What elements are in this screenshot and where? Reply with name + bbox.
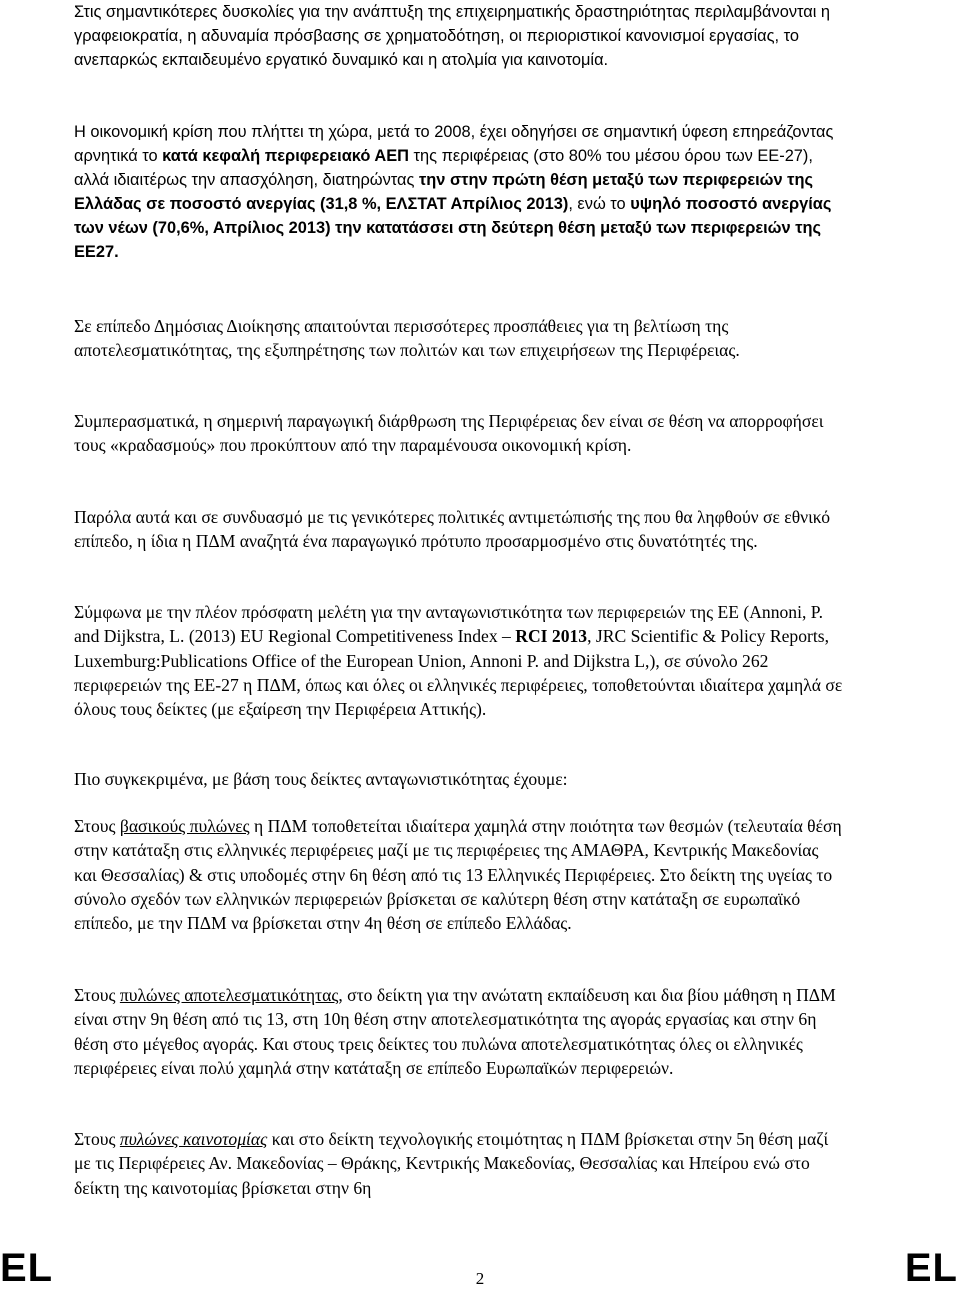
paragraph-conclusion: Συμπερασματικά, η σημερινή παραγωγική διάρθρωση της Περιφέρειας δεν είναι σε θέση να απορροφήσει τους «κραδασμούς» που προκύπτουν από την παραμένουσα οικονομική κρίση. [74, 411, 824, 456]
text-run: Στους [74, 1129, 120, 1149]
bold-text-run: RCI 2013 [515, 626, 588, 647]
text-run: , στο δείκτη για την ανώτατη εκπαίδευση και δια βίου μάθηση η ΠΔΜ είναι στην 9η θέση από τις 13, στη 10η θέση στην αποτελεσματικότητα της αγοράς εργασίας και στην 6η θέση στο μέγεθος αγοράς. Και στους τρεις δείκτες του πυλώνα αποτελεσματικότητας όλες οι ελληνικές περιφέρειες είναι πολύ χαμηλά στην κατάταξη σε επίπεδο Ευρωπαϊκών περιφερειών. [74, 985, 836, 1078]
text-run: , JRC Scientific & Policy Reports, Luxemburg:Publications Office of the European Union, Annoni P. and Dijkstra L,), σε σύνολο 262 περιφερειών της ΕΕ-27 η ΠΔΜ, όπως και όλες οι ελληνικές περιφέρειες, τοποθετούνται ιδιαίτερα χαμηλά σε όλους τους δείκτες (με εξαίρεση την Περιφέρεια Αττικής). [74, 626, 843, 720]
paragraph-competitiveness-study [74, 600, 844, 721]
text-run: , ενώ το [568, 195, 631, 214]
paragraph-indicators-intro: Πιο συγκεκριμένα, με βάση τους δείκτες ανταγωνιστικότητας έχουμε: [74, 769, 568, 789]
text-run: Στους [74, 985, 120, 1005]
paragraph-economic-crisis [74, 120, 844, 265]
paragraph-difficulties: Στις σημαντικότερες δυσκολίες για την ανάπτυξη της επιχειρηματικής δραστηριότητας περιλαμβάνονται η γραφειοκρατία, η αδυναμία πρόσβασης σε χρηματοδότηση, οι περιοριστικοί κανονισμοί εργασίας, το ανεπαρκώς εκπαιδευμένο εργατικό δυναμικό και η ατολμία για καινοτομία. [74, 3, 831, 70]
paragraph-efficiency-pillars [74, 983, 844, 1080]
bold-text-run: την στην πρώτη θέση μεταξύ των περιφερειών της Ελλάδας σε ποσοστό ανεργίας (31,8 %, ΕΛΣΤΑΤ Απρίλιος 2013) [74, 171, 814, 214]
paragraph-public-administration: Σε επίπεδο Δημόσιας Διοίκησης απαιτούνται περισσότερες προσπάθειες για τη βελτίωση της αποτελεσματικότητας, της εξυπηρέτησης των πολιτών και των επιχειρήσεων της Περιφέρειας. [74, 316, 740, 361]
underlined-text-run: πυλώνες αποτελεσματικότητας [119, 985, 339, 1005]
bold-text-run: κατά κεφαλή περιφερειακό ΑΕΠ [162, 147, 409, 166]
text-run: και στο δείκτη τεχνολογικής ετοιμότητας η ΠΔΜ βρίσκεται στην 5η θέση μαζί με τις Περιφέρειες Αν. Μακεδονίας – Θράκης, Κεντρικής Μακεδονίας, Θεσσαλίας και Ηπείρου ενώ στο δείκτη της καινοτομίας βρίσκεται στην 6η [74, 1129, 829, 1198]
paragraph-basic-pillars [74, 814, 844, 935]
underlined-italic-text-run: πυλώνες καινοτομίας [119, 1129, 268, 1149]
text-run: της περιφέρειας (στο 80% του μέσου όρου των ΕΕ-27), αλλά ιδιαιτέρως την απασχόληση, διατηρώντας [74, 147, 813, 190]
text-run: Στους [74, 816, 120, 836]
text-run: Η οικονομική κρίση που πλήττει τη χώρα, μετά το 2008, έχει οδηγήσει σε σημαντική ύφεση επηρεάζοντας αρνητικά το [74, 123, 834, 166]
footer-language-label-right: EL [904, 1246, 958, 1290]
text-run: Σύμφωνα με την πλέον πρόσφατη μελέτη για την ανταγωνιστικότητα των περιφερειών της ΕΕ (Annoni, P. and Dijkstra, L. (2013) EU Regional Competitiveness Index – [74, 602, 824, 647]
paragraph-productive-model: Παρόλα αυτά και σε συνδυασμό με τις γενικότερες πολιτικές αντιμετώπισής της που θα ληφθούν σε εθνικό επίπεδο, η ίδια η ΠΔΜ αναζητά ένα παραγωγικό πρότυπο προσαρμοσμένο στις δυνατότητές της. [74, 507, 831, 552]
footer-language-label-left: EL [0, 1246, 54, 1290]
text-run: η ΠΔΜ τοποθετείται ιδιαίτερα χαμηλά στην ποιότητα των θεσμών (τελευταία θέση στην κατάταξη στις ελληνικές περιφέρειες μαζί με τις περιφέρειες της ΑΜΑΘΡΑ, Κεντρικής Μακεδονίας και Θεσσαλίας) & στις υποδομές στην 6η θέση από τις 13 Ελληνικές Περιφέρειες. Στο δείκτη της υγείας το σύνολο σχεδόν των ελληνικών περιφερειών βρίσκεται σε καλύτερη θέση στην κατάταξη σε ευρωπαϊκό επίπεδο, με την ΠΔΜ να βρίσκεται στην 4η θέση σε επίπεδο Ελλάδας. [74, 816, 842, 934]
page-number: 2 [475, 1269, 485, 1288]
paragraph-innovation-pillars [74, 1127, 844, 1200]
underlined-text-run: βασικούς πυλώνες [119, 816, 250, 836]
bold-text-run: υψηλό ποσοστό ανεργίας των νέων (70,6%, Απρίλιος 2013) την κατατάσσει στη δεύτερη θέση μεταξύ των περιφερειών της ΕΕ27. [74, 195, 832, 262]
